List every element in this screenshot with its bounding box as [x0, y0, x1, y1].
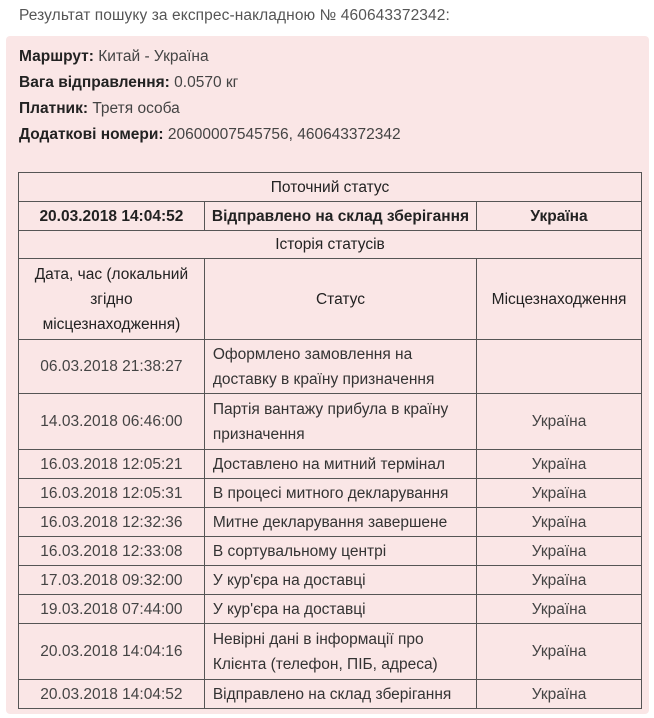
tracking-result-panel [6, 36, 649, 714]
current-status-row [19, 202, 642, 231]
additional-numbers-value: 20600007545756, 460643372342 [167, 126, 401, 143]
additional-numbers-row [19, 122, 401, 148]
weight-label: Вага відправлення: [19, 74, 170, 91]
row-location: Україна [477, 537, 642, 566]
row-location: Україна [477, 394, 642, 450]
row-location: Україна [477, 450, 642, 479]
payer-row [19, 96, 401, 122]
table-row [19, 680, 642, 709]
row-location: Україна [477, 624, 642, 680]
row-datetime: 06.03.2018 21:38:27 [19, 340, 205, 394]
current-status-location: Україна [477, 202, 642, 231]
additional-numbers-label: Додаткові номери: [19, 126, 164, 143]
row-status: Митне декларування завершене [204, 508, 476, 537]
row-location: Україна [477, 680, 642, 709]
payer-label: Платник: [19, 100, 89, 117]
shipment-info [19, 44, 401, 148]
table-row [19, 394, 642, 450]
row-datetime: 17.03.2018 09:32:00 [19, 566, 205, 595]
row-datetime: 20.03.2018 14:04:16 [19, 624, 205, 680]
payer-value: Третя особа [92, 100, 180, 117]
history-header-row [19, 231, 642, 259]
status-table [18, 172, 642, 709]
row-status: У кур'єра на доставці [204, 566, 476, 595]
row-datetime: 14.03.2018 06:46:00 [19, 394, 205, 450]
row-status: Відправлено на склад зберігання [204, 680, 476, 709]
table-row [19, 479, 642, 508]
current-status-title: Поточний статус [19, 173, 642, 202]
route-value: Китай - Україна [98, 48, 209, 65]
row-datetime: 16.03.2018 12:32:36 [19, 508, 205, 537]
route-label: Маршрут: [19, 48, 94, 65]
table-row [19, 566, 642, 595]
row-status: Доставлено на митний термінал [204, 450, 476, 479]
search-result-heading: Результат пошуку за експрес-накладною № 460643372342: [19, 7, 450, 24]
column-header-status: Статус [204, 259, 476, 340]
row-datetime: 16.03.2018 12:05:31 [19, 479, 205, 508]
row-location: Україна [477, 479, 642, 508]
row-status: Оформлено замовлення на доставку в країну призначення [204, 340, 476, 394]
route-row [19, 44, 401, 70]
table-row [19, 595, 642, 624]
row-status: Невірні дані в інформації про Клієнта (телефон, ПІБ, адреса) [204, 624, 476, 680]
history-title: Історія статусів [19, 231, 642, 259]
row-location [477, 340, 642, 394]
column-header-location: Місцезнаходження [477, 259, 642, 340]
table-row [19, 450, 642, 479]
row-status: В сортувальному центрі [204, 537, 476, 566]
weight-row [19, 70, 401, 96]
weight-value: 0.0570 кг [174, 74, 239, 91]
current-status-header-row [19, 173, 642, 202]
table-row [19, 340, 642, 394]
row-location: Україна [477, 595, 642, 624]
row-location: Україна [477, 566, 642, 595]
table-row [19, 508, 642, 537]
row-status: В процесі митного декларування [204, 479, 476, 508]
history-columns-row [19, 259, 642, 340]
row-status: Партія вантажу прибула в країну призначення [204, 394, 476, 450]
row-datetime: 19.03.2018 07:44:00 [19, 595, 205, 624]
table-row [19, 624, 642, 680]
current-status-text: Відправлено на склад зберігання [204, 202, 476, 231]
row-location: Україна [477, 508, 642, 537]
table-row [19, 537, 642, 566]
row-status: У кур'єра на доставці [204, 595, 476, 624]
row-datetime: 20.03.2018 14:04:52 [19, 680, 205, 709]
row-datetime: 16.03.2018 12:33:08 [19, 537, 205, 566]
column-header-datetime: Дата, час (локальний згідно місцезнаходження) [19, 259, 205, 340]
current-status-datetime: 20.03.2018 14:04:52 [19, 202, 205, 231]
row-datetime: 16.03.2018 12:05:21 [19, 450, 205, 479]
